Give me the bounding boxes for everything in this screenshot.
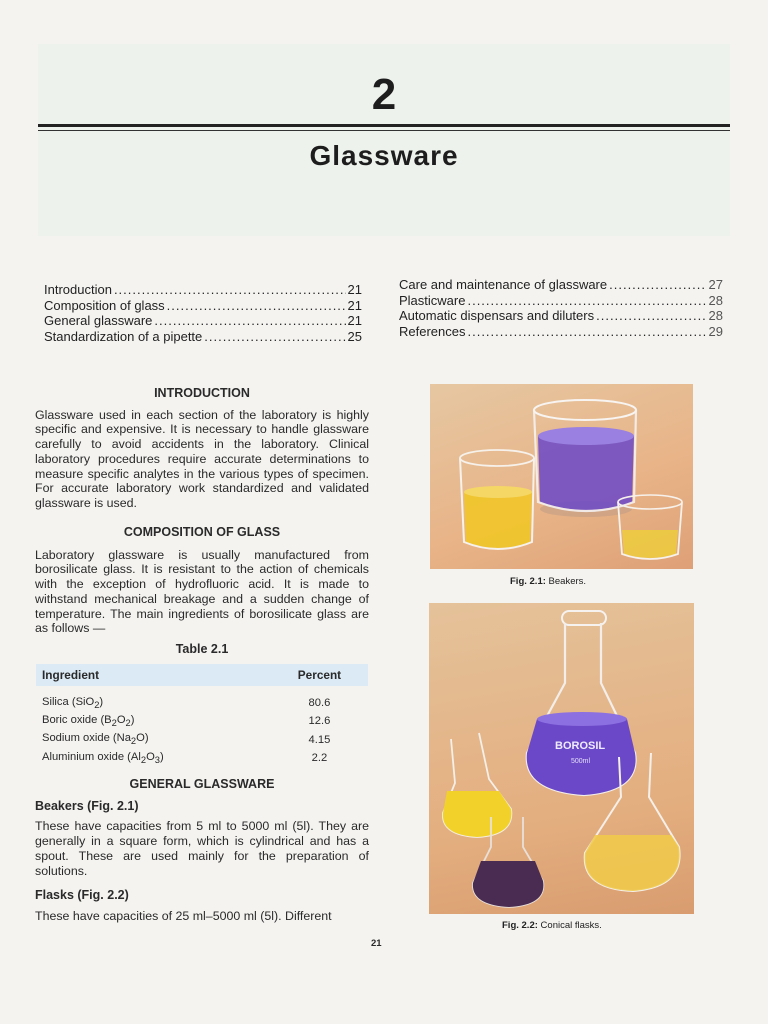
intro-heading: INTRODUCTION: [154, 386, 250, 400]
col-header-percent: Percent: [271, 664, 368, 686]
toc-page: 21: [347, 313, 362, 328]
toc-item[interactable]: [44, 298, 362, 314]
toc-leader: [467, 324, 706, 339]
flasks-subheading: Flasks (Fig. 2.2): [35, 888, 129, 903]
figure-caption: Fig. 2.2: Conical flasks.: [502, 920, 602, 931]
chapter-title: Glassware: [309, 140, 459, 171]
header-rule-thin: [38, 130, 730, 131]
flask-volume-label: 500ml: [571, 758, 591, 765]
ingredient-cell: Aluminium oxide $(Al_2O_3)$: [42, 750, 164, 765]
toc-label: Introduction: [44, 282, 112, 297]
ingredient-cell: Boric oxide $(B_2O_2)$: [42, 714, 135, 729]
ingredient-cell: Sodium oxide $(Na_2O)$: [42, 732, 149, 747]
ingredient-cell: Silica (SiO$_2$): [42, 696, 104, 711]
flasks-text: These have capacities of 25 ml–5000 ml (5l). Different: [35, 908, 332, 923]
toc-page: 27: [708, 277, 723, 292]
col-header-ingredient: Ingredient: [36, 664, 271, 686]
toc-item[interactable]: [44, 313, 362, 329]
toc-leader: [114, 282, 346, 297]
toc-label: Composition of glass: [44, 297, 165, 313]
intro-text: Glassware used in each section of the laboratory is highly specific and expensive. It is necessary to handle glassware carefully to avoid accidents in the laboratory. Clinical laboratory procedures require accurate determinations to measure specific analytes in the various types of specimen. For accurate laboratory work standardized and validated glassware is used.: [35, 407, 369, 510]
percent-cell: 2.2: [311, 751, 328, 764]
toc-item[interactable]: [44, 329, 362, 345]
general-heading: GENERAL GLASSWARE: [129, 777, 275, 791]
toc-label: References: [399, 323, 466, 339]
general-section: [35, 777, 369, 924]
page-number: 21: [371, 938, 382, 949]
toc-label: Standardization of a pipette: [44, 328, 203, 344]
toc-item[interactable]: [399, 308, 723, 324]
flask-brand-label: BOROSIL: [555, 740, 606, 752]
chapter-number: 2: [371, 70, 397, 119]
toc-leader: [467, 293, 706, 308]
composition-heading: COMPOSITION OF GLASS: [123, 525, 281, 539]
composition-section: [35, 525, 369, 636]
toc-label: Automatic dispensars and diluters: [399, 308, 595, 323]
toc-leader: [596, 308, 706, 323]
toc-item[interactable]: [399, 277, 723, 293]
toc-leader: [609, 277, 706, 292]
toc-leader: [204, 329, 345, 344]
toc-page: 25: [347, 328, 362, 344]
toc-leader: [167, 298, 346, 313]
toc-item[interactable]: [399, 293, 723, 309]
toc-leader: [154, 313, 345, 328]
flasks-photo: [429, 603, 694, 914]
toc-item[interactable]: [399, 324, 723, 340]
toc-left: [44, 282, 362, 344]
toc-page: 28: [708, 292, 723, 308]
toc-page: 28: [708, 308, 723, 323]
table-caption: Table 2.1: [175, 642, 229, 656]
beakers-text: These have capacities from 5 ml to 5000 ml (5l). They are generally in a square form, which is cylindrical and has a spout. These are used mainly for the preparation of solutions.: [35, 819, 369, 878]
table-row: [36, 749, 368, 767]
composition-text: Laboratory glassware is usually manufactured from borosilicate glass. It is resistant to the action of chemicals with the exception of hydrofluoric acid. It is made to withstand mechanical breakage and a sudden change of temperature. The main ingredients of borosilicate glass are as follows —: [35, 547, 369, 636]
header-rule: [38, 124, 730, 127]
toc-right: [399, 277, 723, 339]
table-row: [36, 712, 368, 730]
table-header-row: [36, 664, 368, 686]
toc-label: Plasticware: [399, 292, 466, 308]
ingredients-table: [36, 664, 368, 767]
chapter-header: [38, 44, 730, 236]
beakers-photo: [430, 384, 693, 569]
intro-section: [35, 386, 369, 511]
toc-label: General glassware: [44, 313, 153, 328]
toc-page: 21: [347, 282, 362, 297]
toc-item[interactable]: [44, 282, 362, 298]
percent-cell: 80.6: [308, 697, 331, 710]
toc-label: Care and maintenance of glassware: [399, 277, 608, 292]
flasks-illustration: [429, 603, 694, 914]
figure-caption: Fig. 2.1: Beakers.: [510, 576, 587, 587]
percent-cell: 12.6: [308, 715, 331, 728]
toc-page: 29: [708, 323, 723, 339]
beakers-illustration: [430, 384, 693, 569]
percent-cell: 4.15: [308, 733, 331, 746]
table-row: [36, 730, 368, 748]
table-row: [36, 694, 368, 712]
toc-page: 21: [347, 297, 362, 313]
beakers-subheading: Beakers (Fig. 2.1): [35, 798, 139, 813]
